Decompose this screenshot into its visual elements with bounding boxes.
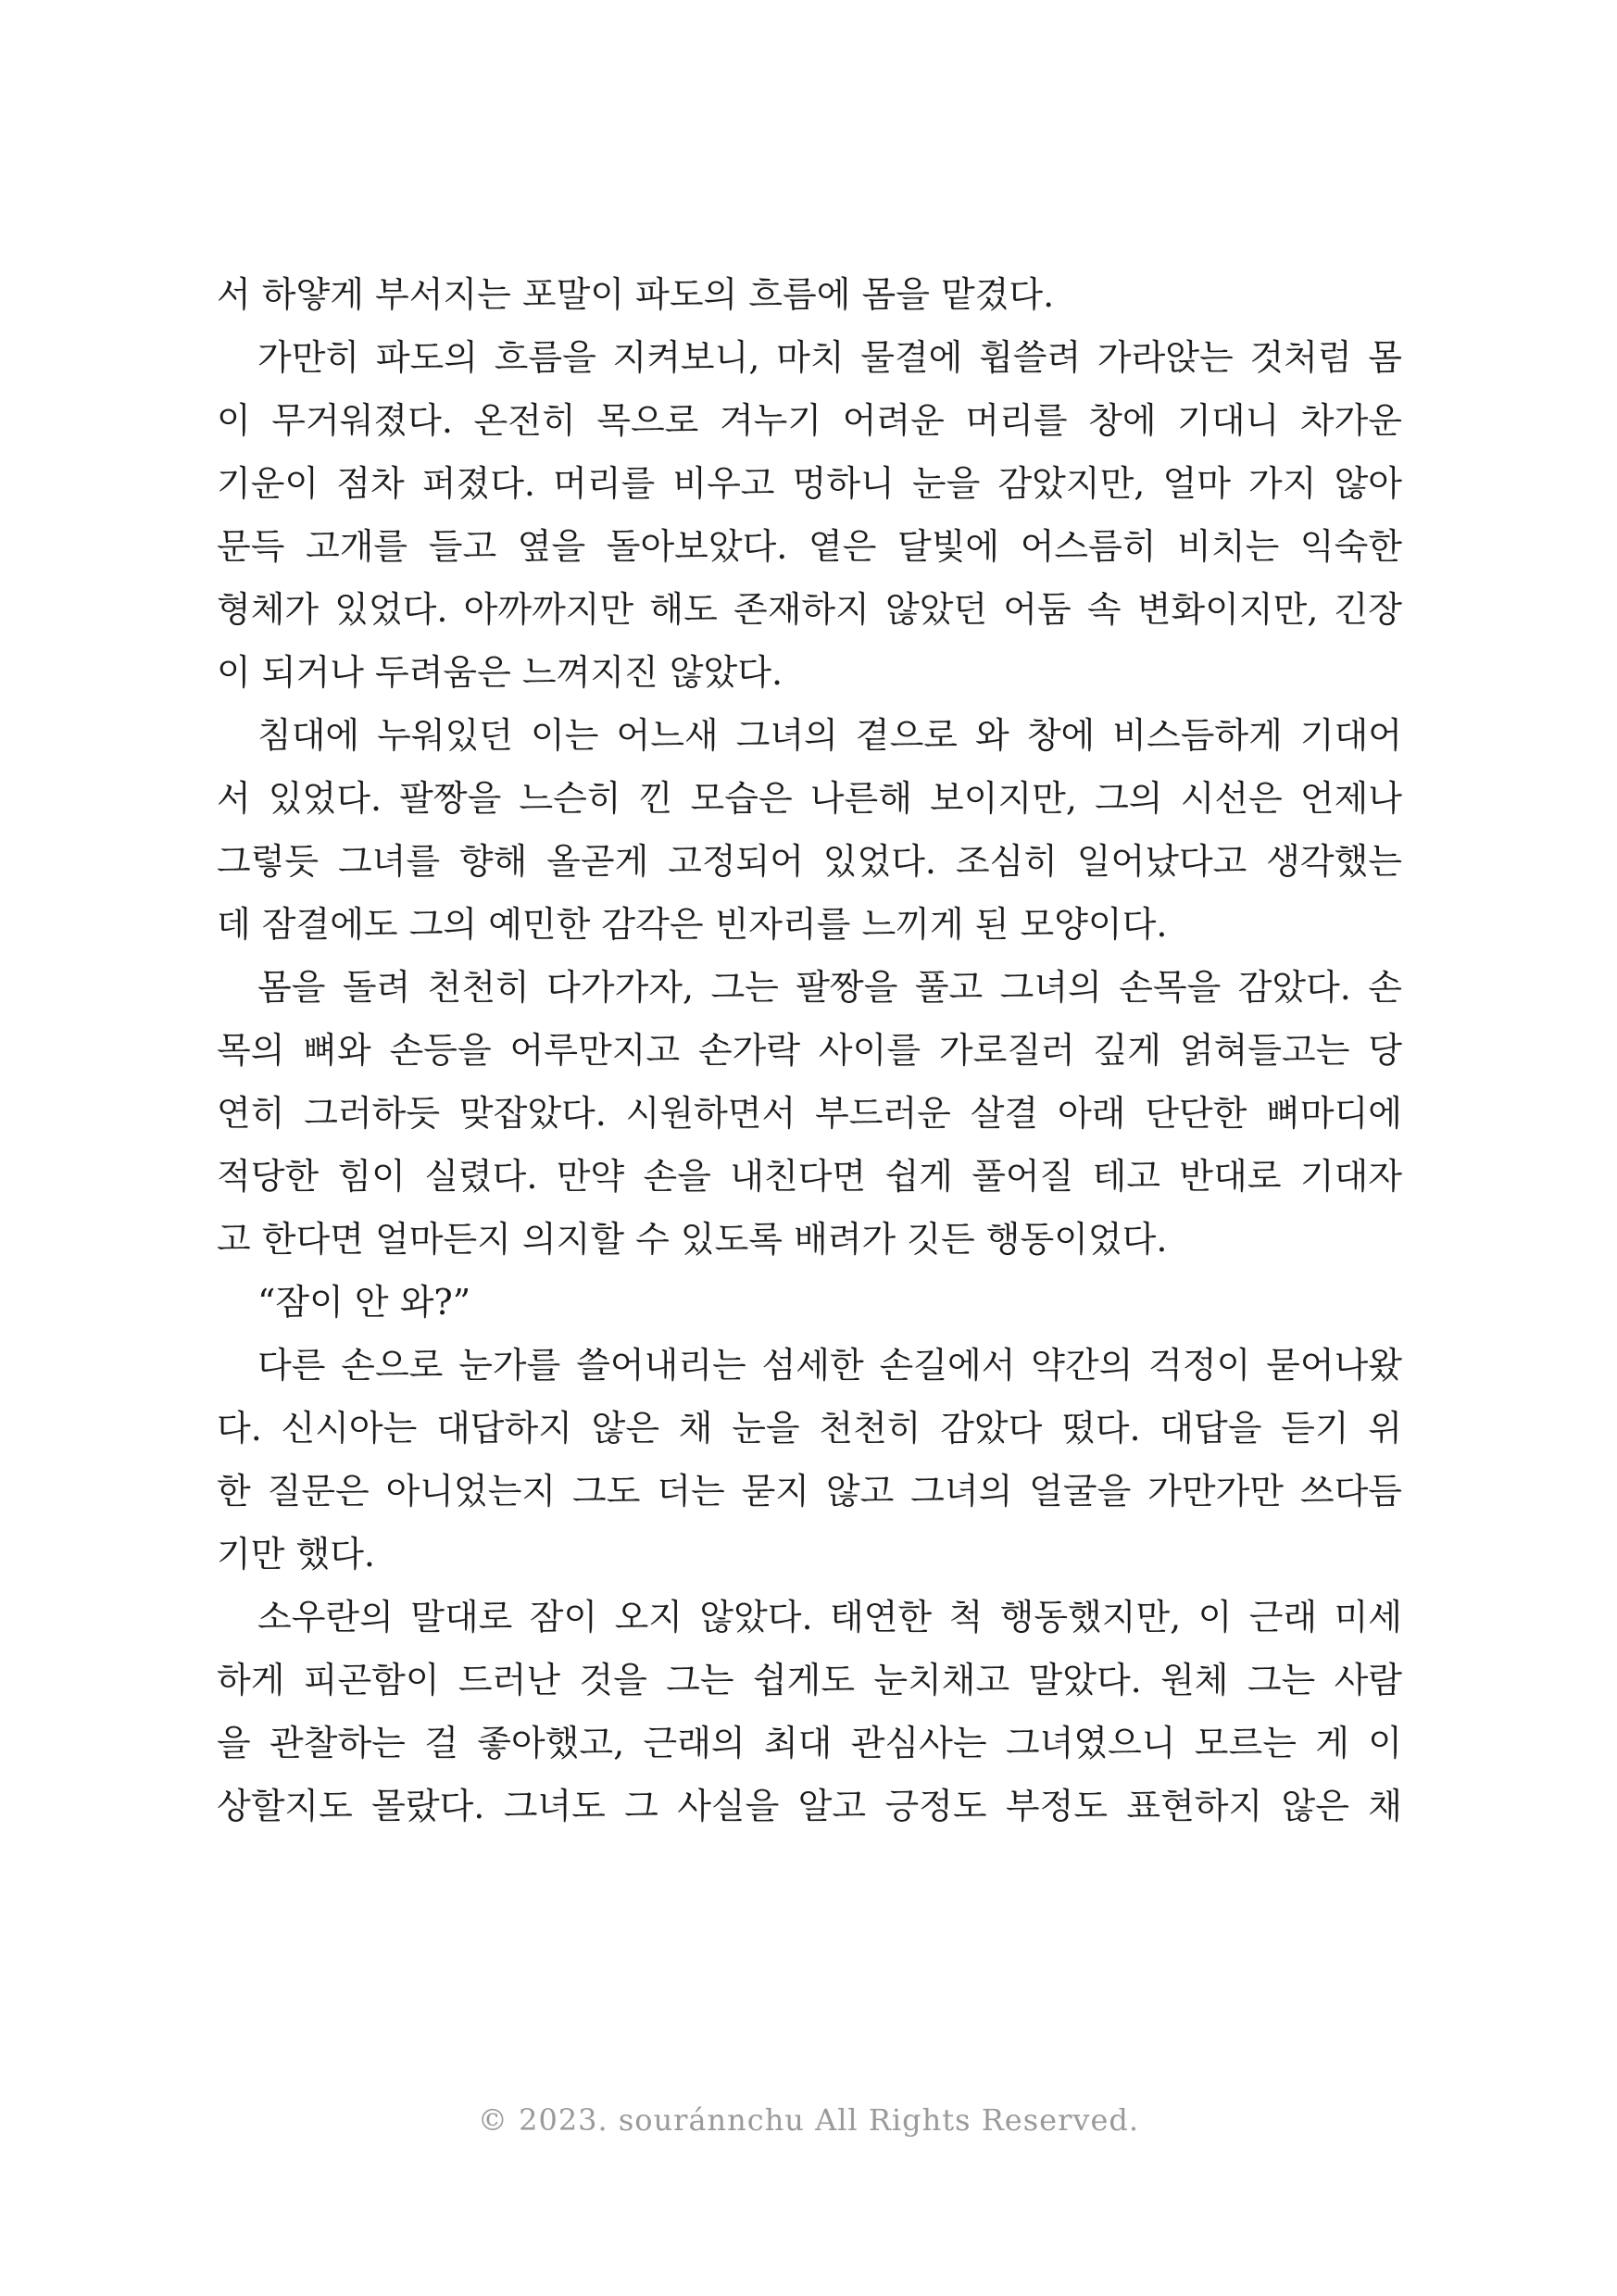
text-line: 상할지도 몰랐다. 그녀도 그 사실을 알고 긍정도 부정도 표현하지 않은 채 xyxy=(217,1786,1402,1826)
text-line: 적당한 힘이 실렸다. 만약 손을 내친다면 쉽게 풀어질 테고 반대로 기대자 xyxy=(217,1156,1402,1197)
text-line: “잠이 안 와?” xyxy=(257,1282,471,1323)
text-line: 한 질문은 아니었는지 그도 더는 묻지 않고 그녀의 얼굴을 가만가만 쓰다듬 xyxy=(217,1471,1402,1512)
text-line: 소우란의 말대로 잠이 오지 않았다. 태연한 척 행동했지만, 이 근래 미세 xyxy=(257,1597,1402,1637)
text-line: 이 되거나 두려움은 느껴지진 않았다. xyxy=(217,652,783,693)
text-line: 기만 했다. xyxy=(217,1534,375,1575)
text-line: 서 있었다. 팔짱을 느슨히 낀 모습은 나른해 보이지만, 그의 시선은 언제나 xyxy=(217,778,1402,819)
text-line: 몸을 돌려 천천히 다가가자, 그는 팔짱을 풀고 그녀의 손목을 감았다. 손 xyxy=(257,967,1402,1008)
text-line: 침대에 누워있던 이는 어느새 그녀의 곁으로 와 창에 비스듬하게 기대어 xyxy=(257,715,1402,756)
text-line: 가만히 파도의 흐름을 지켜보니, 마치 물결에 휩쓸려 가라앉는 것처럼 몸 xyxy=(257,337,1402,378)
text-line: 다른 손으로 눈가를 쓸어내리는 섬세한 손길에서 약간의 걱정이 묻어나왔 xyxy=(257,1345,1402,1386)
copyright-footer: © 2023. souránnchu All Rights Reserved. xyxy=(477,2102,1140,2138)
text-line: 목의 뼈와 손등을 어루만지고 손가락 사이를 가로질러 깊게 얽혀들고는 당 xyxy=(217,1030,1402,1071)
text-line: 다. 신시아는 대답하지 않은 채 눈을 천천히 감았다 떴다. 대답을 듣기 위 xyxy=(217,1408,1402,1449)
body-text xyxy=(217,263,1402,1838)
text-line: 데 잠결에도 그의 예민한 감각은 빈자리를 느끼게 된 모양이다. xyxy=(217,904,1168,945)
text-line: 하게 피곤함이 드러난 것을 그는 쉽게도 눈치채고 말았다. 원체 그는 사람 xyxy=(217,1660,1402,1700)
text-line: 기운이 점차 퍼졌다. 머리를 비우고 멍하니 눈을 감았지만, 얼마 가지 않아 xyxy=(217,463,1402,504)
text-line: 문득 고개를 들고 옆을 돌아보았다. 옅은 달빛에 어스름히 비치는 익숙한 xyxy=(217,526,1402,567)
text-line: 형체가 있었다. 아까까지만 해도 존재하지 않았던 어둠 속 변화이지만, 긴장 xyxy=(217,589,1402,630)
text-line: 서 하얗게 부서지는 포말이 파도의 흐름에 몸을 맡겼다. xyxy=(217,274,1055,315)
text-line: 이 무거워졌다. 온전히 목으로 겨누기 어려운 머리를 창에 기대니 차가운 xyxy=(217,400,1402,441)
text-line: 연히 그러하듯 맞잡았다. 시원하면서 부드러운 살결 아래 단단한 뼈마디에 xyxy=(217,1093,1402,1134)
text-line: 고 한다면 얼마든지 의지할 수 있도록 배려가 깃든 행동이었다. xyxy=(217,1219,1168,1260)
text-line: 을 관찰하는 걸 좋아했고, 근래의 최대 관심사는 그녀였으니 모르는 게 이 xyxy=(217,1723,1402,1763)
text-line: 그렇듯 그녀를 향해 올곧게 고정되어 있었다. 조심히 일어났다고 생각했는 xyxy=(217,841,1402,882)
